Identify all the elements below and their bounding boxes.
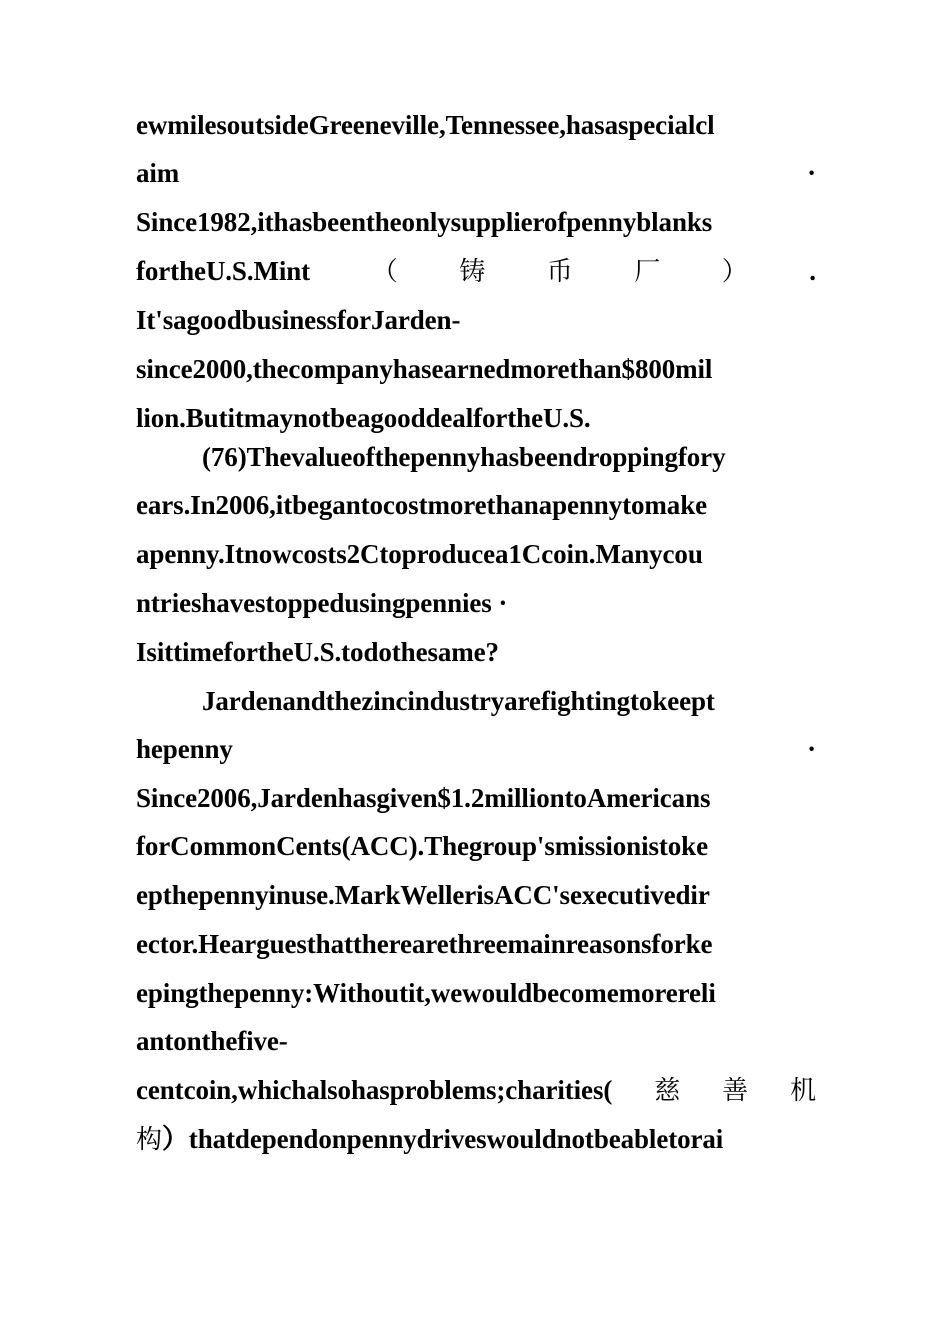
cjk-char: 铸 (459, 257, 486, 287)
text: (76)Thevalueofthepennyhasbeendroppingfory (202, 442, 726, 472)
text: ntrieshavestoppedusingpennies · (136, 588, 508, 618)
cjk-char: 慈 (654, 1076, 681, 1106)
text: It'sagoodbusinessforJarden- (136, 305, 461, 335)
text: since2000,thecompanyhasearnedmorethan$800mil (136, 354, 713, 384)
text-line-8 (202, 440, 816, 474)
text: apenny.Itnowcosts2Ctoproducea1Ccoin.Manycou (136, 539, 703, 569)
text: forCommonCents(ACC).Thegroup'smissionistoke (136, 831, 708, 861)
text: aim (136, 158, 180, 188)
text: lion.ButitmaynotbeagooddealfortheU.S. (136, 403, 591, 433)
text: ector.Hearguesthattherearethreemainreasonsforke (136, 929, 713, 959)
text-line-20 (136, 1024, 816, 1058)
text: epingthepenny:Withoutit,wewouldbecomemorereli (136, 978, 716, 1008)
text-line-9 (136, 488, 816, 522)
text: Since1982,ithasbeentheonlysupplierofpennyblanks (136, 207, 713, 237)
cjk-char: （ (371, 257, 398, 287)
text: ewmilesoutsideGreeneville,Tennessee,hasaspecialcl (136, 110, 715, 140)
cjk-char: 币 (546, 257, 573, 287)
text-line-18 (136, 927, 816, 961)
text: IsittimefortheU.S.todothesame? (136, 637, 499, 667)
text-line-2 (136, 156, 816, 190)
text-line-14 (136, 732, 816, 766)
text-line-3 (136, 205, 816, 239)
text-line-1 (136, 108, 816, 142)
middle-dot: · (807, 734, 816, 764)
text-line-10 (136, 537, 816, 571)
text: ears.In2006,itbegantocostmorethanapennytomake (136, 490, 707, 520)
text-line-16 (136, 829, 816, 863)
text: epthepennyinuse.MarkWellerisACC'sexecutivedir (136, 880, 710, 910)
text-line-4 (136, 254, 816, 289)
text-line-22 (136, 1122, 816, 1157)
text-line-21 (136, 1073, 816, 1108)
text: Since2006,Jardenhasgiven$1.2milliontoAmericans (136, 783, 711, 813)
text-line-11 (136, 586, 816, 620)
cjk-char: ） (721, 257, 748, 287)
text-line-6 (136, 352, 816, 386)
middle-dot: · (807, 158, 816, 188)
text-line-12 (136, 635, 816, 669)
text: fortheU.S.Mint (136, 256, 311, 286)
text: centcoin,whichalsohasproblems;charities( (136, 1075, 613, 1105)
text-line-15 (136, 781, 816, 815)
text-line-17 (136, 878, 816, 912)
text-line-5 (136, 303, 816, 337)
text-line-19 (136, 976, 816, 1010)
period: . (809, 256, 816, 286)
text: hepenny (136, 734, 233, 764)
text: Jardenandthezincindustryarefightingtokeept (202, 686, 715, 716)
text: antonthefive- (136, 1026, 288, 1056)
cjk-char: 善 (722, 1076, 749, 1106)
cjk-char: 构 (136, 1125, 162, 1155)
text-line-13 (202, 684, 816, 718)
cjk-char: 机 (790, 1076, 816, 1106)
text-line-7 (136, 401, 816, 435)
cjk-char: 厂 (634, 257, 661, 287)
text: ）thatdependonpennydriveswouldnotbeabletorai (161, 1124, 724, 1154)
